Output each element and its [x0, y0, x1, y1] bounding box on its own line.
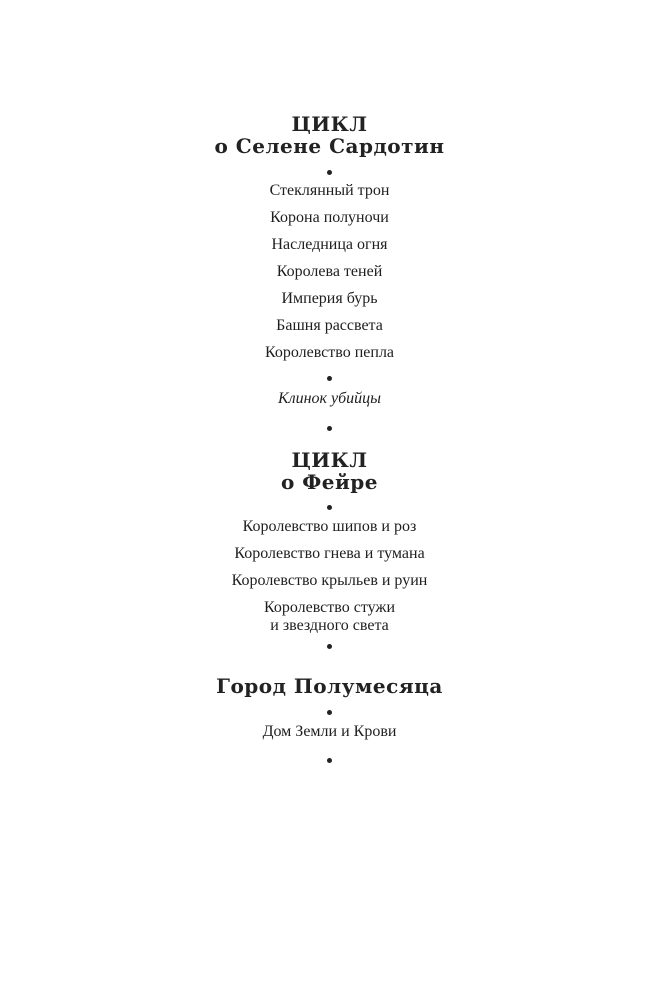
- book-title: Королевство крыльев и руин: [231, 572, 428, 589]
- book-title: Королевство гнева и тумана: [234, 545, 425, 562]
- bullet-divider: [327, 758, 332, 763]
- bullet-divider: [327, 505, 332, 510]
- bullet-divider: [327, 644, 332, 649]
- book-title: Королевство шипов и роз: [242, 518, 417, 535]
- book-title: Королевство пепла: [264, 344, 395, 361]
- book-title: Королевство стужи: [263, 599, 396, 616]
- bullet-divider: [327, 426, 332, 431]
- section-heading-feyre: о Фейре: [280, 470, 379, 494]
- bullet-divider: [327, 170, 332, 175]
- section-heading-crescent-city: Город Полумесяца: [216, 674, 443, 698]
- bullet-divider: [327, 376, 332, 381]
- book-title: Дом Земли и Крови: [262, 723, 397, 740]
- book-title: Наследница огня: [271, 236, 388, 253]
- book-title-continuation: и звездного света: [270, 617, 389, 634]
- book-title: Империя бурь: [281, 290, 378, 307]
- section-heading-selena: о Селене Сардотин: [214, 134, 445, 158]
- book-title: Корона полуночи: [270, 209, 389, 226]
- section-heading-cycle: ЦИКЛ: [291, 112, 368, 136]
- bullet-divider: [327, 710, 332, 715]
- book-title: Стеклянный трон: [269, 182, 390, 199]
- book-title: Башня рассвета: [276, 317, 383, 334]
- book-title-italic: Клинок убийцы: [277, 390, 381, 407]
- section-heading-cycle: ЦИКЛ: [291, 448, 368, 472]
- book-title: Королева теней: [276, 263, 383, 280]
